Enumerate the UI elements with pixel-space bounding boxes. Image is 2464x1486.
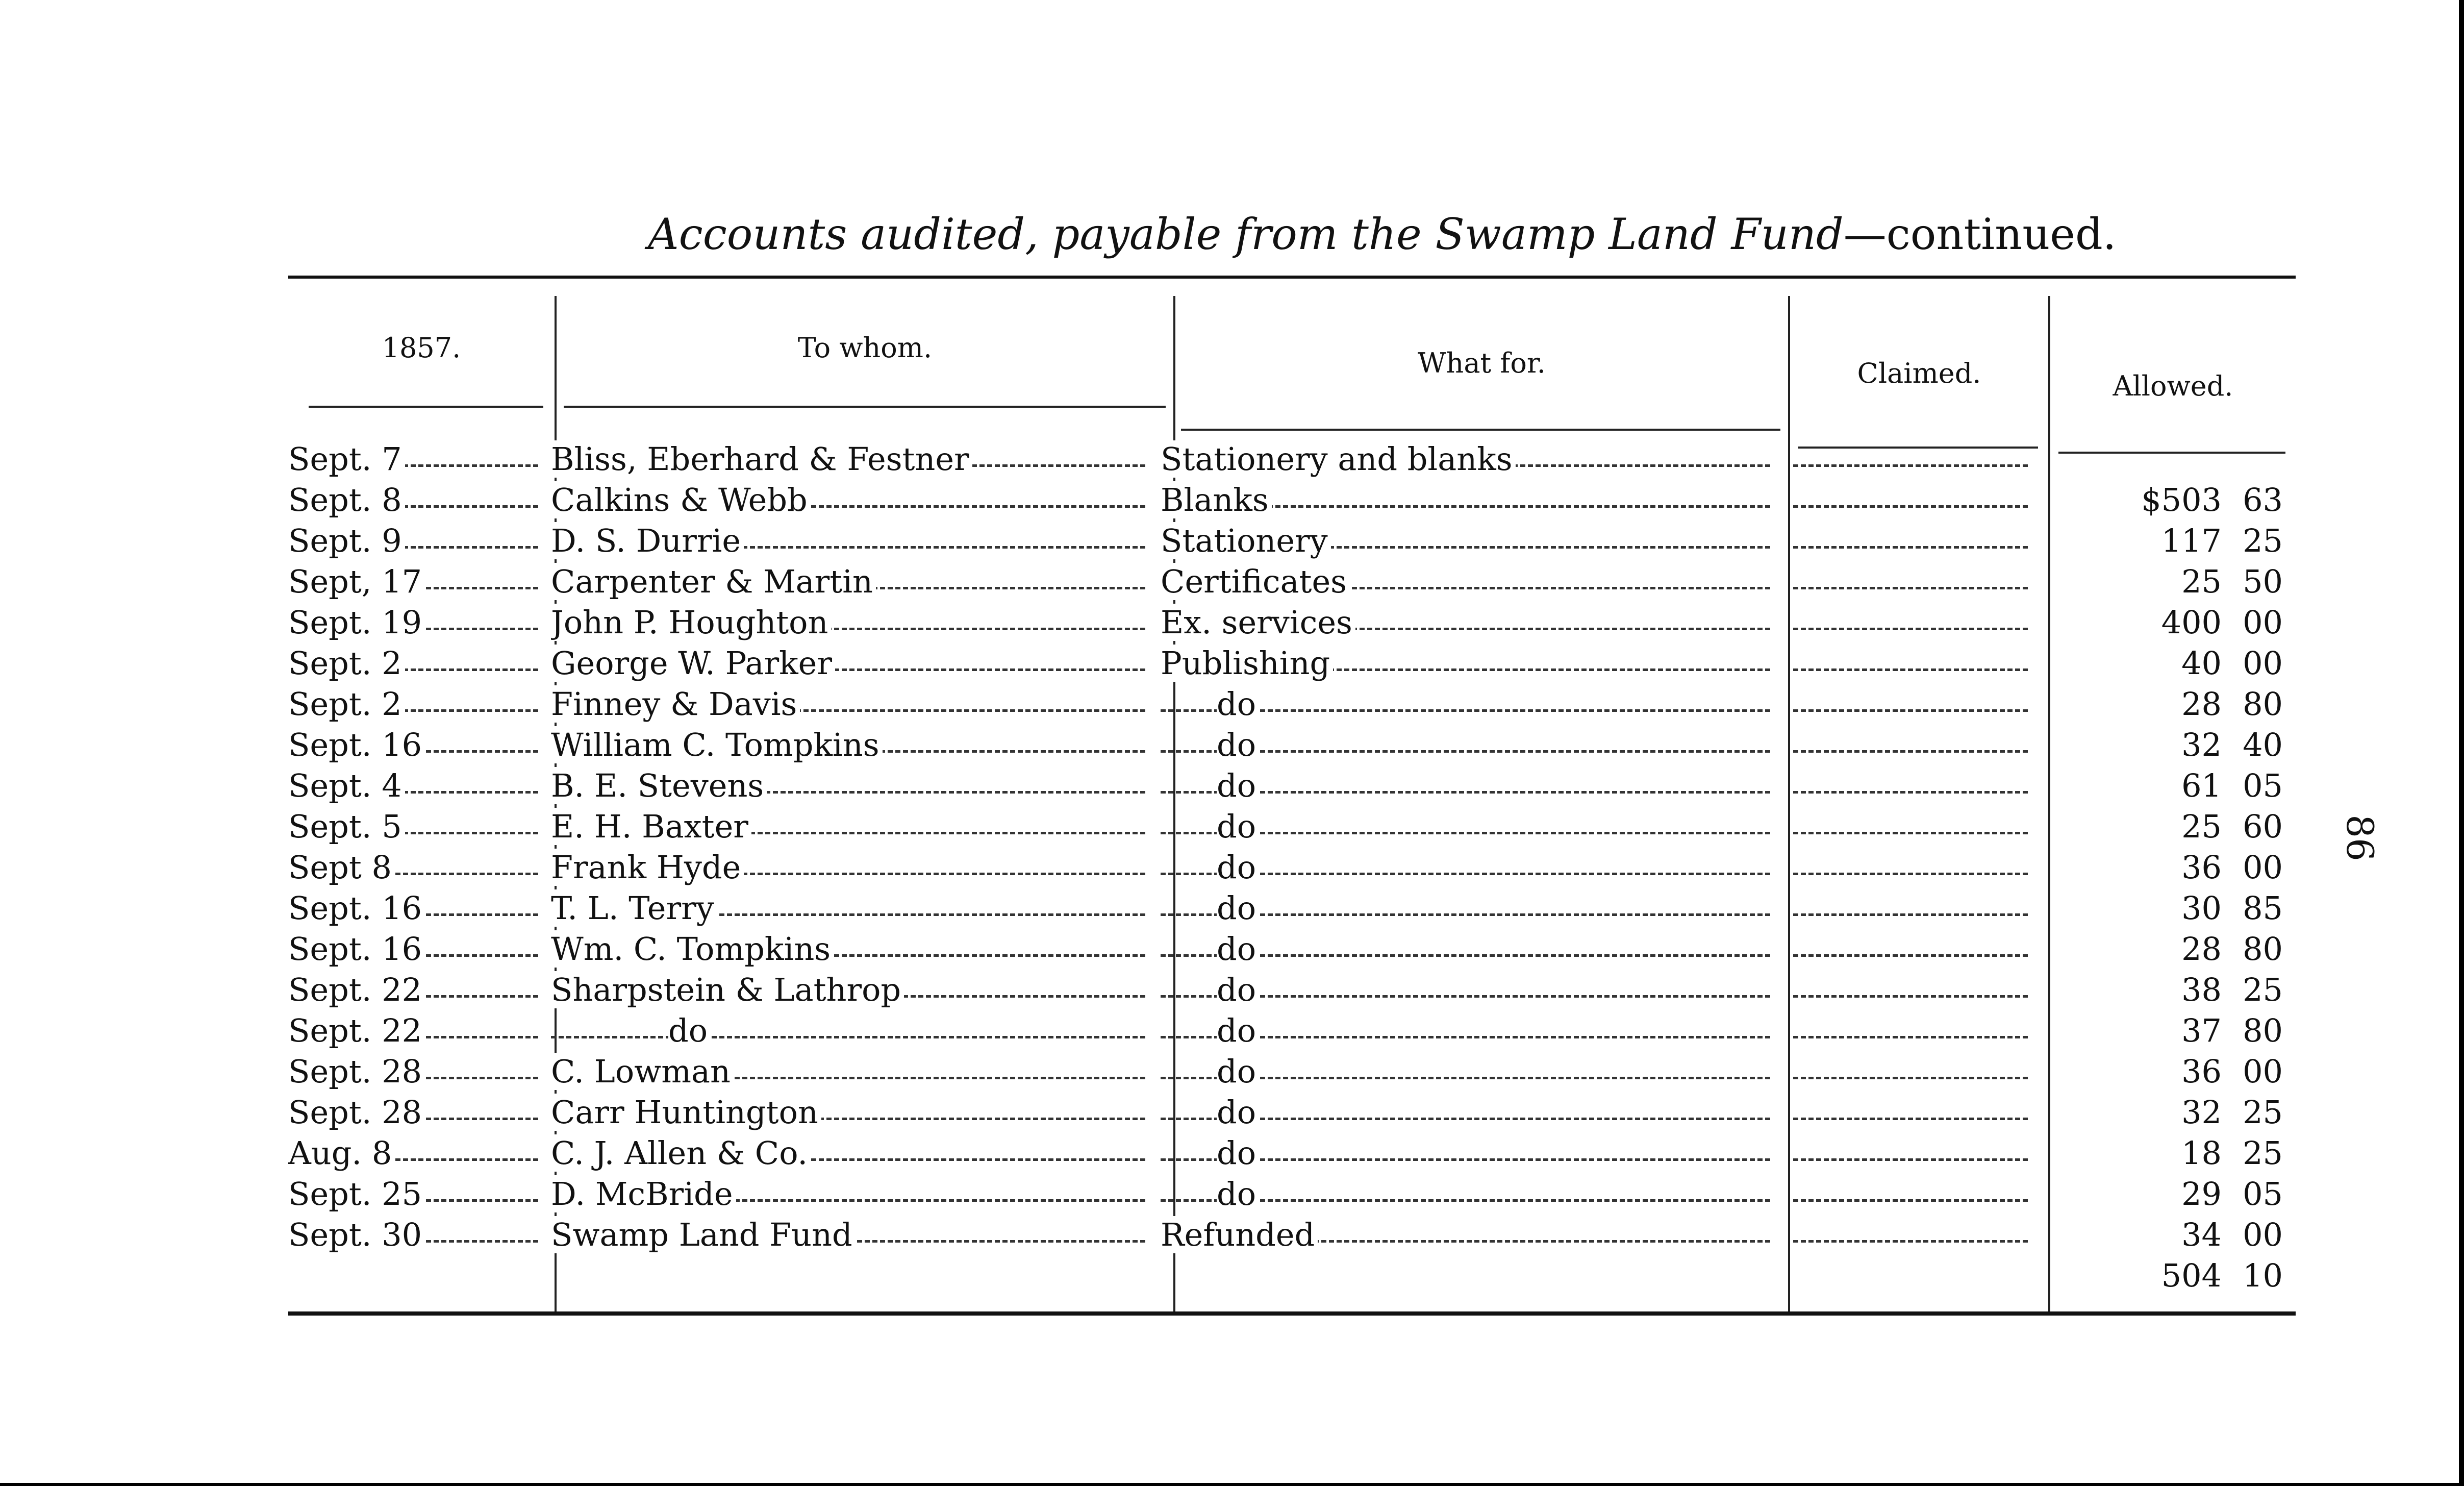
page-number: 86 <box>2338 814 2381 861</box>
purpose-cell: do <box>1161 1174 1775 1215</box>
date-cell: Sept. 28 <box>288 1051 543 1092</box>
payee-cell: E. H. Baxter <box>551 806 1150 847</box>
purpose-cell: Blanks <box>1161 480 1775 521</box>
payee-cell: C. Lowman <box>551 1051 1150 1092</box>
claimed-cell <box>1793 765 2033 806</box>
table-row <box>288 929 2296 970</box>
purpose-cell: Publishing <box>1161 643 1775 684</box>
purpose-cell: do <box>1161 1010 1775 1051</box>
payee-cell: D. S. Durrie <box>551 521 1150 561</box>
allowed-cell: 32 25 <box>2181 1094 2283 1131</box>
table-row <box>288 847 2296 888</box>
claimed-cell <box>1793 1051 2033 1092</box>
allowed-cell: 40 00 <box>2181 645 2283 682</box>
table-row <box>288 1133 2296 1174</box>
scan-edge-bottom <box>0 1483 2464 1486</box>
table-top-rule <box>288 276 2296 279</box>
date-cell: Sept. 4 <box>288 765 543 806</box>
allowed-cell: 30 85 <box>2181 889 2283 927</box>
allowed-cell: 28 80 <box>2181 930 2283 968</box>
allowed-cell: 18 25 <box>2181 1134 2283 1172</box>
title-italic: Accounts audited, payable from the Swamp Land Fund <box>648 209 1844 259</box>
purpose-cell: Certificates <box>1161 561 1775 602</box>
purpose-cell: do <box>1161 970 1775 1010</box>
claimed-cell <box>1793 970 2033 1010</box>
payee-cell: Calkins & Webb <box>551 480 1150 521</box>
allowed-cell: 25 50 <box>2181 563 2283 600</box>
allowed-cell: 38 25 <box>2181 971 2283 1008</box>
date-cell: Aug. 8 <box>288 1133 543 1174</box>
page-title <box>648 209 2117 259</box>
date-cell: Sept. 22 <box>288 970 543 1010</box>
payee-cell: D. McBride <box>551 1174 1150 1215</box>
date-cell: Sept. 25 <box>288 1174 543 1215</box>
claimed-cell <box>1793 439 2033 480</box>
purpose-cell: do <box>1161 888 1775 929</box>
allowed-cell: 36 00 <box>2181 849 2283 886</box>
date-cell: Sept. 2 <box>288 643 543 684</box>
table-row <box>288 1010 2296 1051</box>
purpose-cell: do <box>1161 684 1775 725</box>
payee-cell: George W. Parker <box>551 643 1150 684</box>
header-claimed: Claimed. <box>1857 357 1981 389</box>
claimed-cell <box>1793 1092 2033 1133</box>
date-cell: Sept. 7 <box>288 439 543 480</box>
payee-cell: Swamp Land Fund <box>551 1215 1150 1255</box>
table-row <box>288 806 2296 847</box>
table-row <box>288 439 2296 480</box>
date-cell: Sept. 28 <box>288 1092 543 1133</box>
header-rule-what <box>1181 429 1780 431</box>
table-row <box>288 521 2296 561</box>
allowed-cell: 32 40 <box>2181 726 2283 763</box>
date-cell: Sept. 30 <box>288 1215 543 1255</box>
claimed-cell <box>1793 929 2033 970</box>
purpose-cell: Ex. services <box>1161 602 1775 643</box>
table-row <box>288 970 2296 1010</box>
table-row <box>288 888 2296 929</box>
date-cell: Sept 8 <box>288 847 543 888</box>
payee-cell: Wm. C. Tompkins <box>551 929 1150 970</box>
table-row <box>288 765 2296 806</box>
allowed-total-cell: 504 10 <box>2161 1257 2283 1294</box>
scan-edge-right <box>2459 0 2464 1486</box>
table-row <box>288 1092 2296 1133</box>
date-cell: Sept. 22 <box>288 1010 543 1051</box>
table-row-total <box>288 1255 2296 1296</box>
header-allowed: Allowed. <box>2113 370 2233 402</box>
payee-cell: Bliss, Eberhard & Festner <box>551 439 1150 480</box>
date-cell: Sept. 5 <box>288 806 543 847</box>
claimed-cell <box>1793 806 2033 847</box>
payee-cell: T. L. Terry <box>551 888 1150 929</box>
purpose-cell: do <box>1161 806 1775 847</box>
purpose-cell: Refunded <box>1161 1215 1775 1255</box>
claimed-cell <box>1793 1133 2033 1174</box>
title-dash: — <box>1843 209 1887 259</box>
title-continued: continued. <box>1886 209 2117 259</box>
claimed-cell <box>1793 480 2033 521</box>
claimed-cell <box>1793 521 2033 561</box>
purpose-cell: do <box>1161 725 1775 765</box>
purpose-cell: Stationery and blanks <box>1161 439 1775 480</box>
date-cell: Sept. 16 <box>288 929 543 970</box>
allowed-cell: 28 80 <box>2181 685 2283 723</box>
payee-cell: do <box>551 1010 1150 1051</box>
table-row <box>288 602 2296 643</box>
allowed-cell <box>2053 439 2293 480</box>
payee-cell: Carpenter & Martin <box>551 561 1150 602</box>
claimed-cell <box>1793 643 2033 684</box>
purpose-cell: do <box>1161 847 1775 888</box>
date-cell: Sept. 16 <box>288 725 543 765</box>
payee-cell: Frank Hyde <box>551 847 1150 888</box>
header-rule-date <box>309 406 543 408</box>
allowed-cell: 61 05 <box>2181 767 2283 804</box>
payee-cell: C. J. Allen & Co. <box>551 1133 1150 1174</box>
allowed-cell: 400 00 <box>2161 604 2283 641</box>
header-rule-whom <box>564 406 1166 408</box>
table-row <box>288 643 2296 684</box>
purpose-cell: do <box>1161 1051 1775 1092</box>
claimed-cell <box>1793 1215 2033 1255</box>
date-cell: Sept. 9 <box>288 521 543 561</box>
table-row <box>288 684 2296 725</box>
date-cell: Sept, 17 <box>288 561 543 602</box>
payee-cell: John P. Houghton <box>551 602 1150 643</box>
table-row <box>288 480 2296 521</box>
date-cell: Sept. 16 <box>288 888 543 929</box>
allowed-cell: 34 00 <box>2181 1216 2283 1253</box>
claimed-cell <box>1793 561 2033 602</box>
table-bottom-rule <box>288 1311 2296 1316</box>
allowed-cell: 37 80 <box>2181 1012 2283 1049</box>
table-body <box>288 439 2296 1296</box>
header-date: 1857. <box>382 332 461 364</box>
allowed-cell: 36 00 <box>2181 1053 2283 1090</box>
payee-cell: Finney & Davis <box>551 684 1150 725</box>
table-row <box>288 725 2296 765</box>
payee-cell: William C. Tompkins <box>551 725 1150 765</box>
date-cell: Sept. 2 <box>288 684 543 725</box>
purpose-cell: do <box>1161 1092 1775 1133</box>
allowed-cell: 117 25 <box>2161 522 2283 559</box>
claimed-cell <box>1793 725 2033 765</box>
claimed-cell <box>1793 847 2033 888</box>
allowed-cell: 25 60 <box>2181 808 2283 845</box>
purpose-cell: do <box>1161 1133 1775 1174</box>
payee-cell: Carr Huntington <box>551 1092 1150 1133</box>
date-cell: Sept. 19 <box>288 602 543 643</box>
header-what-for: What for. <box>1418 347 1546 379</box>
table-row <box>288 1215 2296 1255</box>
payee-cell: B. E. Stevens <box>551 765 1150 806</box>
table-row <box>288 1174 2296 1215</box>
purpose-cell: Stationery <box>1161 521 1775 561</box>
allowed-cell: 29 05 <box>2181 1175 2283 1212</box>
purpose-cell: do <box>1161 929 1775 970</box>
date-cell: Sept. 8 <box>288 480 543 521</box>
claimed-cell <box>1793 1010 2033 1051</box>
allowed-cell: $503 63 <box>2141 481 2283 518</box>
header-to-whom: To whom. <box>797 332 933 364</box>
claimed-cell <box>1793 602 2033 643</box>
payee-cell: Sharpstein & Lathrop <box>551 970 1150 1010</box>
table-row <box>288 561 2296 602</box>
accounts-table <box>288 276 2296 1322</box>
purpose-cell: do <box>1161 765 1775 806</box>
claimed-cell <box>1793 1174 2033 1215</box>
claimed-cell <box>1793 684 2033 725</box>
table-row <box>288 1051 2296 1092</box>
claimed-cell <box>1793 888 2033 929</box>
